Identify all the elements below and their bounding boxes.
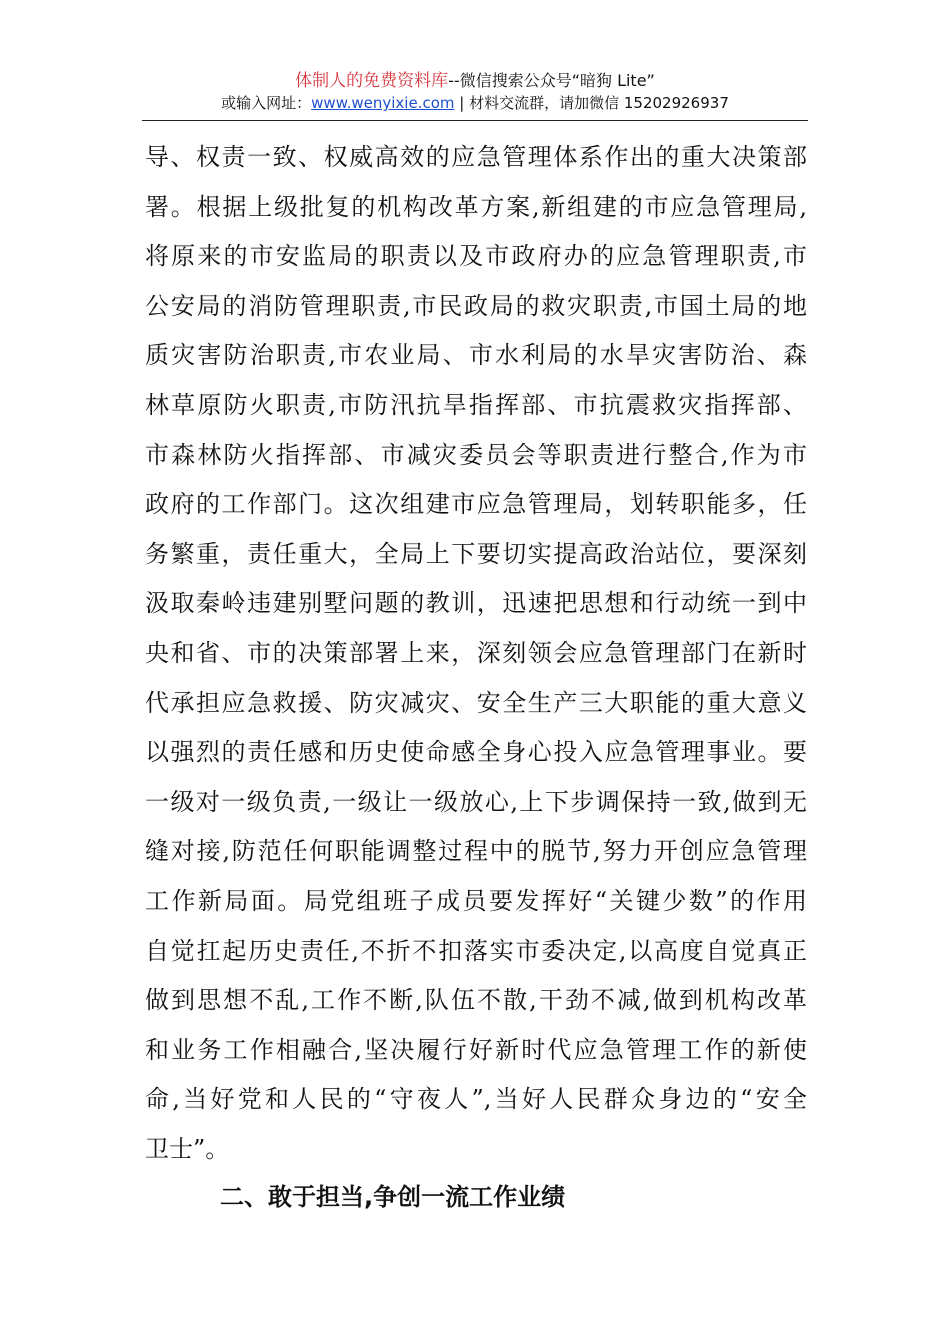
body-line: 工作新局面。局党组班子成员要发挥好“关键少数”的作用 [145,886,807,915]
header-line-1 [0,70,950,92]
url-prefix: 或输入网址： [221,94,312,112]
header-separator: | [459,94,465,112]
contact-info: 材料交流群，请加微信 15202926937 [469,94,729,112]
brand-title: 体制人的免费资料库 [295,71,449,91]
body-line: 林草原防火职责,市防汛抗旱指挥部、市抗震救灾指挥部、 [145,390,807,419]
section-heading: 二、敢于担当,争创一流工作业绩 [220,1183,566,1211]
body-line: 一级对一级负责,一级让一级放心,上下步调保持一致,做到无 [145,787,807,816]
body-line: 做到思想不乱,工作不断,队伍不散,干劲不减,做到机构改革 [145,986,807,1015]
page-header [0,70,950,114]
header-tagline: --微信搜索公众号“暗狗 Lite” [448,71,655,90]
body-line: 自觉扛起历史责任,不折不扣落实市委决定,以高度自觉真正 [145,936,807,965]
body-line: 命,当好党和人民的“守夜人”,当好人民群众身边的“安全 [145,1085,807,1114]
body-line: 和业务工作相融合,坚决履行好新时代应急管理工作的新使 [145,1035,807,1064]
body-line: 务繁重，责任重大，全局上下要切实提高政治站位，要深刻 [145,539,807,568]
website-link[interactable]: www.wenyixie.com [311,94,455,112]
body-text [145,133,807,1174]
body-line: 缝对接,防范任何职能调整过程中的脱节,努力开创应急管理 [145,837,807,866]
body-line: 市森林防火指挥部、市减灾委员会等职责进行整合,作为市 [145,440,807,469]
body-line: 以强烈的责任感和历史使命感全身心投入应急管理事业。要 [145,738,807,767]
body-line: 政府的工作部门。这次组建市应急管理局，划转职能多，任 [145,490,807,519]
body-line: 汲取秦岭违建别墅问题的教训，迅速把思想和行动统一到中 [145,589,807,618]
body-line: 将原来的市安监局的职责以及市政府办的应急管理职责,市 [145,242,807,271]
body-line: 代承担应急救援、防灾减灾、安全生产三大职能的重大意义 [145,688,807,717]
body-line: 署。根据上级批复的机构改革方案,新组建的市应急管理局, [145,192,807,221]
body-line: 质灾害防治职责,市农业局、市水利局的水旱灾害防治、森 [145,341,807,370]
header-line-2 [0,92,950,114]
header-divider [142,120,808,121]
body-line: 导、权责一致、权威高效的应急管理体系作出的重大决策部 [145,143,807,171]
body-line: 卫士”。 [145,1134,230,1163]
body-line: 央和省、市的决策部署上来，深刻领会应急管理部门在新时 [145,638,807,667]
body-line: 公安局的消防管理职责,市民政局的救灾职责,市国土局的地 [145,291,807,320]
